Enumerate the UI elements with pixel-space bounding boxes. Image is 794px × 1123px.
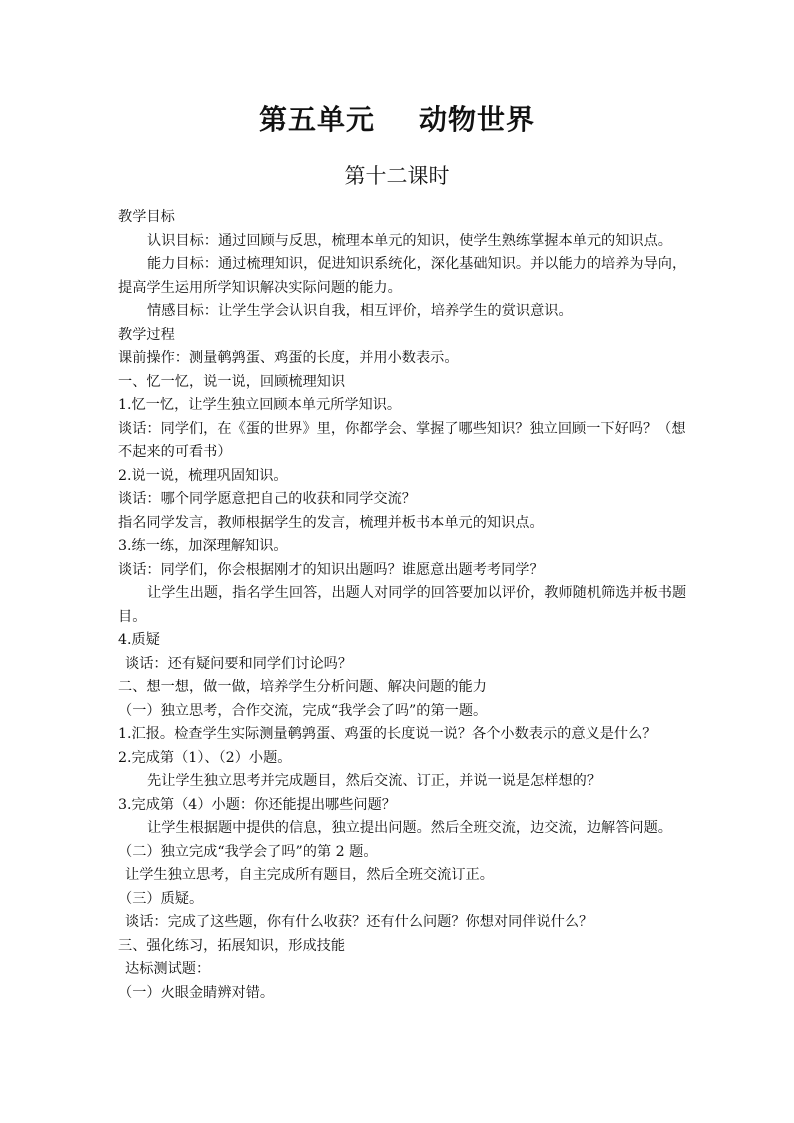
paragraph-line: 2.完成第（1）、（2）小题。 [118, 749, 292, 766]
section-heading: 三、强化练习，拓展知识，形成技能 [118, 937, 346, 954]
paragraph-line: 谈话：哪个同学愿意把自己的收获和同学交流？ [118, 491, 416, 507]
paragraph-line: 谈话：还有疑问要和同学们讨论吗？ [125, 655, 353, 672]
paragraph-line: 谈话：同学们，在《蛋的世界》里，你都学会、掌握了哪些知识？独立回顾一下好吗？（想 [118, 420, 686, 437]
page-title [0, 98, 794, 138]
paragraph-line: 谈话：完成了这些题，你有什么收获？还有什么问题？你想对同伴说什么？ [125, 914, 594, 930]
paragraph-line: 1.忆一忆，让学生独立回顾本单元所学知识。 [118, 397, 402, 413]
section-heading: 教学过程 [118, 326, 175, 343]
paragraph-line: 指名同学发言，教师根据学生的发言，梳理并板书本单元的知识点。 [118, 514, 544, 531]
paragraph-line: 3.完成第（4）小题：你还能提出哪些问题？ [118, 796, 396, 813]
paragraph-line: 2.说一说，梳理巩固知识。 [118, 467, 288, 484]
paragraph-line: 让学生独立思考，自主完成所有题目，然后全班交流订正。 [125, 867, 494, 883]
paragraph-line: （一）独立思考，合作交流，完成“我学会了吗”的第一题。 [118, 702, 488, 719]
paragraph-line: 谈话：同学们，你会根据刚才的知识出题吗？谁愿意出题考考同学？ [118, 561, 544, 578]
paragraph-line: （三）质疑。 [118, 890, 204, 907]
section-heading: 教学目标 [118, 209, 175, 225]
section-heading: 二、想一想，做一做，培养学生分析问题、解决问题的能力 [118, 679, 487, 695]
paragraph-line: 达标测试题： [125, 961, 211, 977]
paragraph-line: 情感目标：让学生学会认识自我，相互评价，培养学生的赏识意识。 [147, 303, 573, 319]
paragraph-line: 课前操作：测量鹌鹑蛋、鸡蛋的长度，并用小数表示。 [118, 350, 459, 366]
lesson-subtitle: 第十二课时 [344, 164, 450, 188]
paragraph-line: 不起来的可看书） [118, 444, 232, 460]
paragraph-line: 让学生出题，指名学生回答，出题人对同学的回答要加以评价，教师随机筛选并板书题 [147, 585, 687, 601]
paragraph-line: （一）火眼金睛辨对错。 [118, 984, 275, 1001]
paragraph-line: 3.练一练，加深理解知识。 [118, 538, 288, 554]
paragraph-line: 让学生根据题中提供的信息，独立提出问题。然后全班交流，边交流，边解答问题。 [147, 820, 672, 836]
paragraph-line: 目。 [118, 608, 147, 625]
paragraph-line: （二）独立完成“我学会了吗”的第 2 题。 [118, 843, 378, 860]
paragraph-line: 先让学生独立思考并完成题目，然后交流、订正，并说一说是怎样想的？ [147, 773, 602, 789]
paragraph-line: 认识目标：通过回顾与反思，梳理本单元的知识，使学生熟练掌握本单元的知识点。 [147, 232, 672, 249]
lesson-body [118, 206, 690, 1005]
title-topic: 动物世界 [419, 103, 536, 136]
paragraph-line: 能力目标：通过梳理知识，促进知识系统化，深化基础知识。并以能力的培养为导向， [147, 256, 687, 272]
title-unit: 第五单元 [258, 103, 375, 136]
paragraph-line: 提高学生运用所学知识解决实际问题的能力。 [118, 279, 402, 296]
section-heading: 一、忆一忆，说一说，回顾梳理知识 [118, 373, 346, 390]
paragraph-line: 4.质疑 [118, 632, 160, 648]
paragraph-line: 1.汇报。检查学生实际测量鹌鹑蛋、鸡蛋的长度说一说？各个小数表示的意义是什么？ [118, 726, 657, 742]
